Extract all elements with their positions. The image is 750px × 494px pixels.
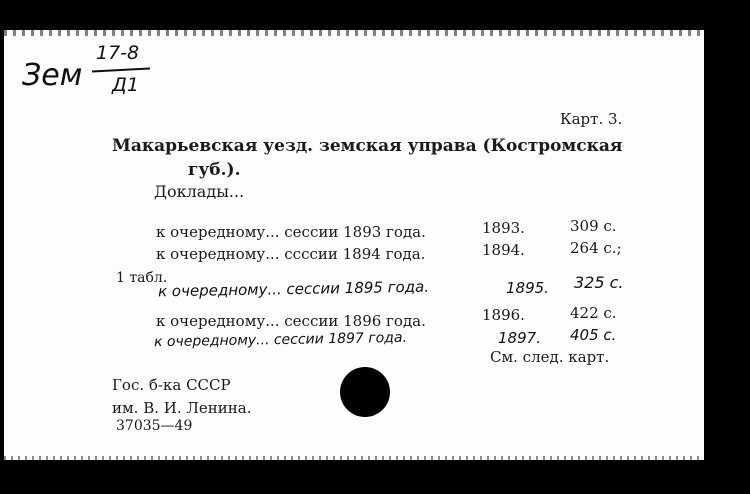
library-dedication: им. В. И. Ленина.	[112, 399, 252, 417]
catalog-card	[4, 30, 704, 460]
entry-text-handwritten: к очередному... сессии 1897 года.	[153, 329, 408, 351]
entry-year: 1894.	[482, 241, 525, 259]
entry-year-handwritten: 1895.	[506, 279, 549, 297]
library-code: 37035—49	[116, 418, 193, 434]
punch-hole	[340, 367, 390, 417]
entry-text: к очередному... сессии 1896 года.	[156, 312, 426, 330]
card-subtitle: Доклады...	[154, 182, 245, 201]
entry-text-handwritten: к очередному... сессии 1895 года.	[157, 277, 430, 301]
entry-year: 1896.	[482, 306, 525, 324]
handwritten-numerator: 17-8	[96, 42, 140, 64]
entry-text: к очередному... ссссии 1894 года.	[156, 245, 426, 263]
entry-year: 1893.	[482, 219, 525, 237]
handwritten-denominator: Д1	[112, 74, 139, 96]
entry-pages-handwritten: 405 с.	[570, 326, 617, 344]
card-number: Карт. 3.	[560, 110, 623, 128]
entry-pages-handwritten: 325 с.	[574, 273, 624, 292]
card-title-cont: губ.).	[188, 160, 241, 180]
library-name: Гос. б-ка СССР	[112, 376, 231, 394]
card-title: Макарьевская уезд. земская управа (Костромская	[112, 136, 623, 156]
entry-year-handwritten: 1897.	[498, 329, 541, 347]
card-top-edge	[4, 30, 704, 36]
fraction-line	[92, 67, 150, 72]
see-next-card: См. след. карт.	[490, 348, 610, 366]
entry-pages: 264 с.;	[570, 239, 622, 257]
entry-text: к очередному... сессии 1893 года.	[156, 223, 426, 241]
card-bottom-edge	[4, 456, 704, 460]
handwritten-code: Зем	[22, 58, 83, 93]
entry-pages: 422 с.	[570, 304, 617, 322]
entry-pages: 309 с.	[570, 217, 617, 235]
table-note: 1 табл.	[116, 270, 168, 286]
